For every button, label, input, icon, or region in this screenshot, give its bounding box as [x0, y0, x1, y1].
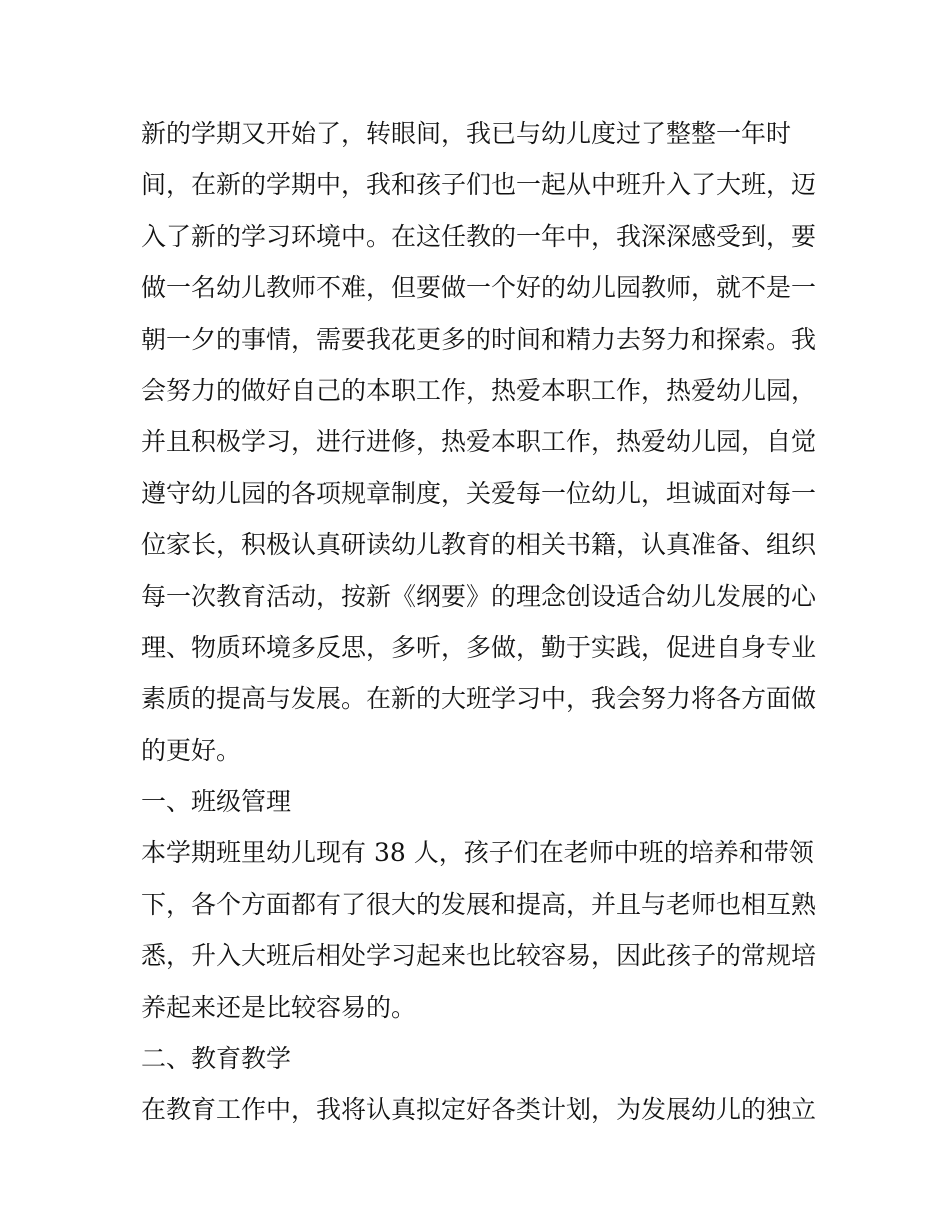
- paragraph-line: 养起来还是比较容易的。: [141, 992, 417, 1022]
- section-heading: 一、班级管理: [141, 787, 292, 817]
- paragraph-line: 每一次教育活动，按新《纲要》的理念创设适合幼儿发展的心: [141, 581, 817, 611]
- paragraph-line: 会努力的做好自己的本职工作，热爱本职工作，热爱幼儿园，: [141, 375, 817, 405]
- section-heading: 二、教育教学: [141, 1044, 292, 1074]
- paragraph-line: 遵守幼儿园的各项规章制度，关爱每一位幼儿，坦诚面对每一: [141, 478, 817, 508]
- paragraph-line: 悉，升入大班后相处学习起来也比较容易，因此孩子的常规培: [141, 941, 817, 971]
- paragraph-line: 下，各个方面都有了很大的发展和提高，并且与老师也相互熟: [141, 889, 817, 919]
- paragraph-line: 并且积极学习，进行进修，热爱本职工作，热爱幼儿园，自觉: [141, 427, 817, 457]
- paragraph-line: 素质的提高与发展。在新的大班学习中，我会努力将各方面做: [141, 684, 817, 714]
- paragraph-line: 朝一夕的事情，需要我花更多的时间和精力去努力和探索。我: [141, 324, 817, 354]
- paragraph-line: 本学期班里幼儿现有 38 人，孩子们在老师中班的培养和带领: [141, 838, 814, 868]
- paragraph-line: 间，在新的学期中，我和孩子们也一起从中班升入了大班，迈: [141, 170, 817, 200]
- paragraph-line: 位家长，积极认真研读幼儿教育的相关书籍，认真准备、组织: [141, 530, 817, 560]
- document-body: [141, 108, 817, 1136]
- paragraph-line: 理、物质环境多反思，多听，多做，勤于实践，促进自身专业: [141, 632, 817, 662]
- paragraph-line: 在教育工作中，我将认真拟定好各类计划，为发展幼儿的独立: [141, 1095, 817, 1125]
- paragraph-line: 做一名幼儿教师不难，但要做一个好的幼儿园教师，就不是一: [141, 273, 817, 303]
- paragraph-line: 新的学期又开始了，转眼间，我已与幼儿度过了整整一年时: [141, 119, 792, 148]
- paragraph-line: 的更好。: [141, 735, 242, 765]
- paragraph-line: 入了新的学习环境中。在这任教的一年中，我深深感受到，要: [141, 221, 817, 251]
